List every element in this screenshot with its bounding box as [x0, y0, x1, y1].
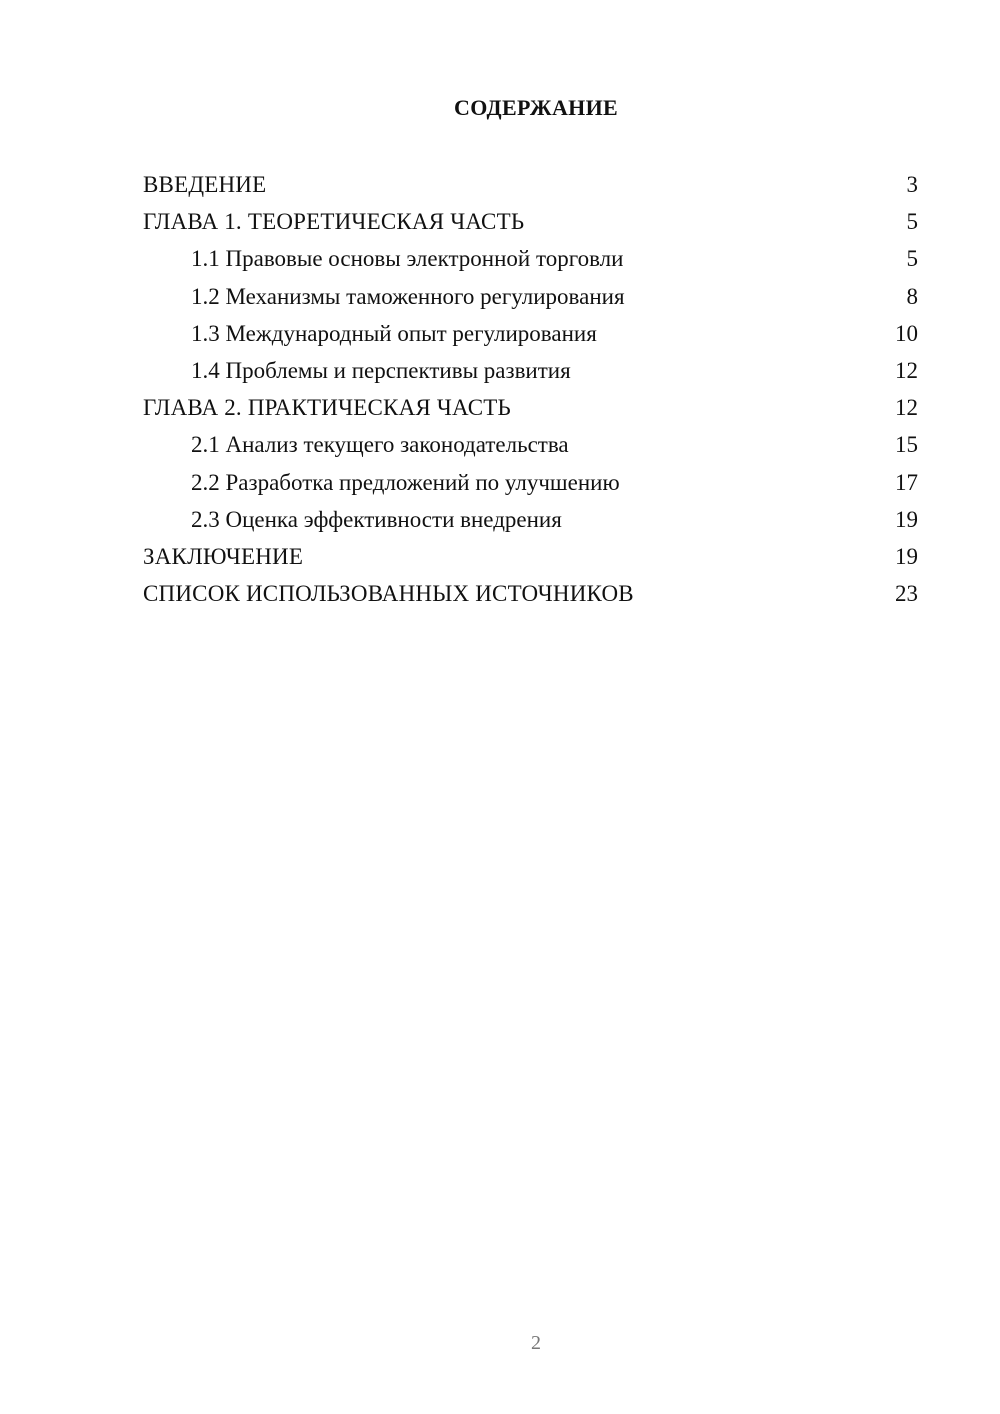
toc-entry-label: 1.1 Правовые основы электронной торговли [191, 246, 624, 272]
toc-entry-page: 3 [906, 172, 918, 197]
toc-entry-conclusion [143, 538, 918, 575]
toc-entry-section-1-3 [143, 315, 918, 352]
toc-entry-chapter-2 [143, 389, 918, 426]
toc-entry-section-2-3 [143, 501, 918, 538]
page-number: 2 [531, 1332, 541, 1354]
toc-entry-page: 15 [895, 432, 918, 458]
toc-entry-references [143, 575, 918, 612]
toc-entry-label: 1.2 Механизмы таможенного регулирования [191, 283, 625, 309]
toc-entry-page: 23 [895, 581, 918, 607]
toc-entry-label: ГЛАВА 2. ПРАКТИЧЕСКАЯ ЧАСТЬ [143, 395, 511, 421]
table-of-contents [143, 166, 918, 612]
toc-entry-label: 2.2 Разработка предложений по улучшению [191, 469, 620, 495]
toc-entry-page: 19 [895, 506, 918, 532]
toc-entry-section-2-2 [143, 464, 918, 501]
toc-entry-label: 2.3 Оценка эффективности внедрения [191, 506, 562, 532]
toc-entry-page: 12 [895, 395, 918, 421]
toc-entry-section-2-1 [143, 426, 918, 463]
toc-entry-label: ЗАКЛЮЧЕНИЕ [143, 543, 304, 569]
toc-entry-page: 5 [906, 246, 918, 272]
toc-entry-chapter-1 [143, 203, 918, 240]
toc-entry-label: 1.3 Международный опыт регулирования [191, 320, 597, 346]
toc-entry-section-1-1 [143, 240, 918, 277]
toc-entry-page: 17 [895, 469, 918, 495]
toc-entry-page: 5 [906, 209, 918, 235]
toc-entry-label: ВВЕДЕНИЕ [143, 172, 267, 197]
toc-entry-page: 8 [906, 283, 918, 309]
toc-entry-label: 2.1 Анализ текущего законодательства [191, 432, 569, 458]
toc-entry-page: 10 [895, 320, 918, 346]
toc-entry-label: СПИСОК ИСПОЛЬЗОВАННЫХ ИСТОЧНИКОВ [143, 581, 634, 607]
toc-entry-introduction [143, 166, 918, 203]
toc-entry-page: 19 [895, 543, 918, 569]
toc-entry-label: 1.4 Проблемы и перспективы развития [191, 357, 571, 383]
toc-entry-label: ГЛАВА 1. ТЕОРЕТИЧЕСКАЯ ЧАСТЬ [143, 209, 525, 235]
toc-entry-section-1-2 [143, 278, 918, 315]
toc-entry-section-1-4 [143, 352, 918, 389]
page-title: СОДЕРЖАНИЕ [454, 95, 618, 120]
toc-entry-page: 12 [895, 357, 918, 383]
